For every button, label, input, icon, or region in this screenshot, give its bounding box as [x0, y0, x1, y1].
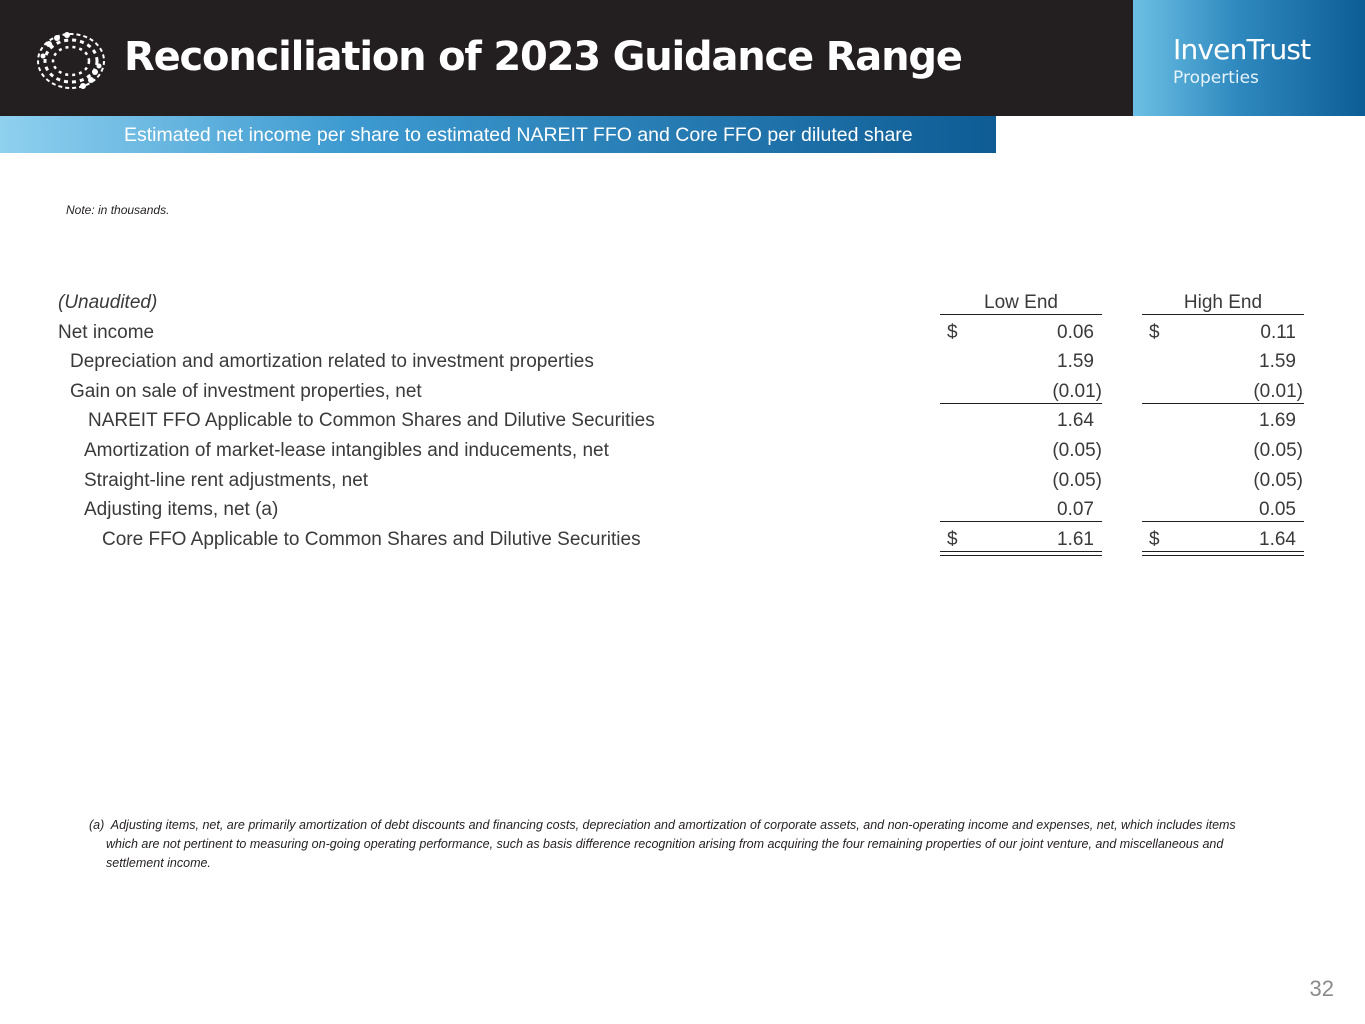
row-label: Straight-line rent adjustments, net: [84, 470, 369, 491]
low-end-value: (0.05): [1052, 440, 1102, 461]
row-label: Adjusting items, net (a): [84, 499, 279, 520]
high-end-value: (0.01): [1253, 381, 1303, 402]
total-double-rule-low: [940, 555, 1102, 556]
high-end-value: 0.11: [1260, 322, 1296, 343]
page-subtitle: Estimated net income per share to estimated NAREIT FFO and Core FFO per diluted share: [124, 124, 913, 146]
row-label: NAREIT FFO Applicable to Common Shares and Dilutive Securities: [88, 410, 655, 431]
subtotal-rule-low: [940, 521, 1102, 522]
low-end-value: 0.06: [1057, 322, 1094, 343]
page-title: Reconciliation of 2023 Guidance Range: [124, 34, 962, 80]
brand-name: InvenTrust: [1173, 33, 1311, 66]
low-end-value: 1.59: [1057, 351, 1094, 372]
row-label: Core FFO Applicable to Common Shares and Dilutive Securities: [102, 529, 641, 550]
brand-subtitle: Properties: [1173, 68, 1259, 88]
row-label: Net income: [58, 322, 155, 343]
brand-logo: [1133, 0, 1365, 116]
high-end-value: 1.64: [1259, 529, 1296, 550]
low-end-value: 1.61: [1057, 529, 1094, 550]
globe-dots-icon: [33, 30, 109, 92]
high-end-value: 0.05: [1259, 499, 1296, 520]
subtotal-rule-low: [940, 403, 1102, 404]
column-header-high: High End: [1183, 292, 1263, 313]
currency-symbol: $: [947, 322, 958, 343]
footnote-text: Adjusting items, net, are primarily amortization of debt discounts and financing costs, depreciation and amortization of corporate assets, and non-operating income and expenses, net, which includes items which are not pertinent to measuring on-going operating performance, such as basis difference recognition arising from acquiring the four remaining properties of our joint venture, and miscellaneous and settlement income.: [106, 818, 1236, 870]
note-text: Note: in thousands.: [66, 203, 170, 217]
high-end-value: (0.05): [1253, 470, 1303, 491]
low-end-value: (0.05): [1052, 470, 1102, 491]
row-label: Depreciation and amortization related to investment properties: [70, 351, 594, 372]
high-end-value: 1.69: [1259, 410, 1296, 431]
currency-symbol: $: [1149, 322, 1160, 343]
page-number: 32: [1309, 976, 1334, 1001]
column-header-low: Low End: [984, 292, 1058, 313]
subtotal-rule-high: [1142, 521, 1304, 522]
currency-symbol: $: [1149, 529, 1160, 550]
title-bar: [0, 0, 1133, 116]
low-end-value: 1.64: [1057, 410, 1094, 431]
footnote-marker: (a): [89, 818, 105, 832]
total-double-rule-high: [1142, 551, 1304, 552]
row-label: Amortization of market-lease intangibles and inducements, net: [84, 440, 609, 461]
low-end-value: 0.07: [1057, 499, 1094, 520]
low-end-value: (0.01): [1052, 381, 1102, 402]
total-double-rule-low: [940, 551, 1102, 552]
footnote: [89, 816, 1269, 873]
unaudited-label: (Unaudited): [58, 292, 158, 313]
footnote-body: [89, 816, 1269, 873]
high-end-value: (0.05): [1253, 440, 1303, 461]
total-double-rule-high: [1142, 555, 1304, 556]
currency-symbol: $: [947, 529, 958, 550]
row-label: Gain on sale of investment properties, net: [70, 381, 422, 402]
column-header-underline-low: [940, 314, 1102, 315]
subtotal-rule-high: [1142, 403, 1304, 404]
column-header-underline-high: [1142, 314, 1304, 315]
high-end-value: 1.59: [1259, 351, 1296, 372]
subtitle-band: [0, 116, 996, 153]
